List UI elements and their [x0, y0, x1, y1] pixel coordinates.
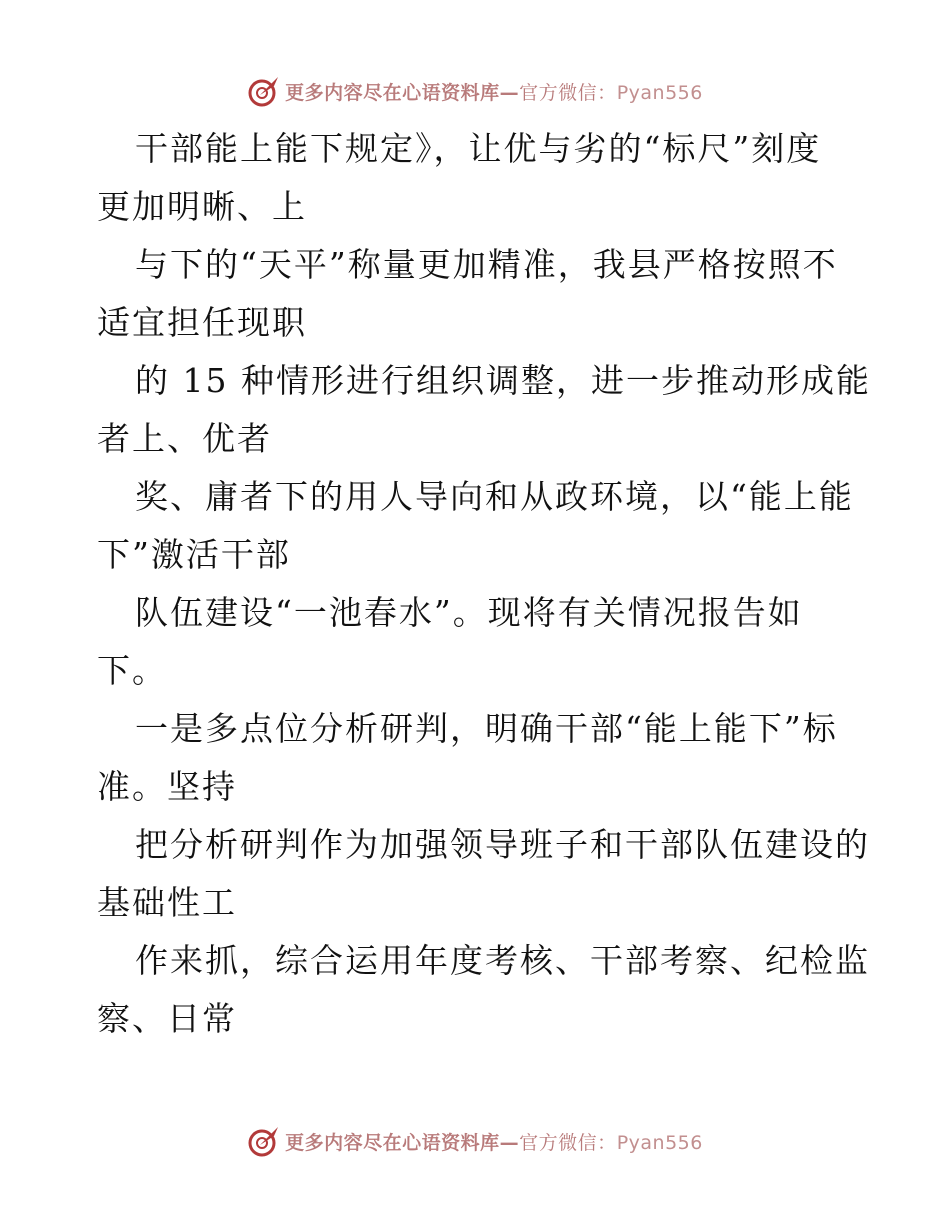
header-watermark-banner: [0, 71, 950, 111]
banner-wechat-id: Pyan556: [616, 81, 703, 104]
text-line: 作来抓，综合运用年度考核、干部考察、纪检监: [135, 941, 870, 980]
text-line: 与下的“天平”称量更加精准，我县严格按照不: [135, 245, 838, 284]
banner-dash: —: [499, 81, 520, 104]
quill-logo-icon: [247, 1124, 281, 1158]
text-line: 下”激活干部: [97, 535, 291, 574]
text-line: 下。: [97, 651, 167, 690]
banner-wechat-label: 官方微信：: [519, 1131, 617, 1154]
text-line: 更加明晰、上: [97, 187, 307, 226]
text-line: 适宜担任现职: [97, 303, 307, 342]
banner-wechat-label: 官方微信：: [519, 81, 617, 104]
text-line: 的 15 种情形进行组织调整，进一步推动形成能: [135, 361, 871, 400]
banner-main-text: 更多内容尽在心语资料库: [285, 1131, 500, 1154]
text-line: 队伍建设“一池春水”。现将有关情况报告如: [135, 593, 803, 632]
text-line: 一是多点位分析研判，明确干部“能上能下”标: [135, 709, 838, 748]
text-line: 者上、优者: [97, 419, 272, 458]
quill-logo-icon: [247, 74, 281, 108]
banner-main-text: 更多内容尽在心语资料库: [285, 81, 500, 104]
text-line: 把分析研判作为加强领导班子和干部队伍建设的: [135, 825, 870, 864]
footer-watermark-banner: [0, 1121, 950, 1161]
document-body: [97, 120, 871, 1048]
text-line: 奖、庸者下的用人导向和从政环境，以“能上能: [135, 477, 854, 516]
text-line: 基础性工: [97, 883, 237, 922]
banner-dash: —: [499, 1131, 520, 1154]
text-line: 准。坚持: [97, 767, 237, 806]
text-line: 察、日常: [97, 999, 237, 1038]
text-line: 干部能上能下规定》，让优与劣的“标尺”刻度: [135, 129, 822, 168]
banner-wechat-id: Pyan556: [616, 1131, 703, 1154]
